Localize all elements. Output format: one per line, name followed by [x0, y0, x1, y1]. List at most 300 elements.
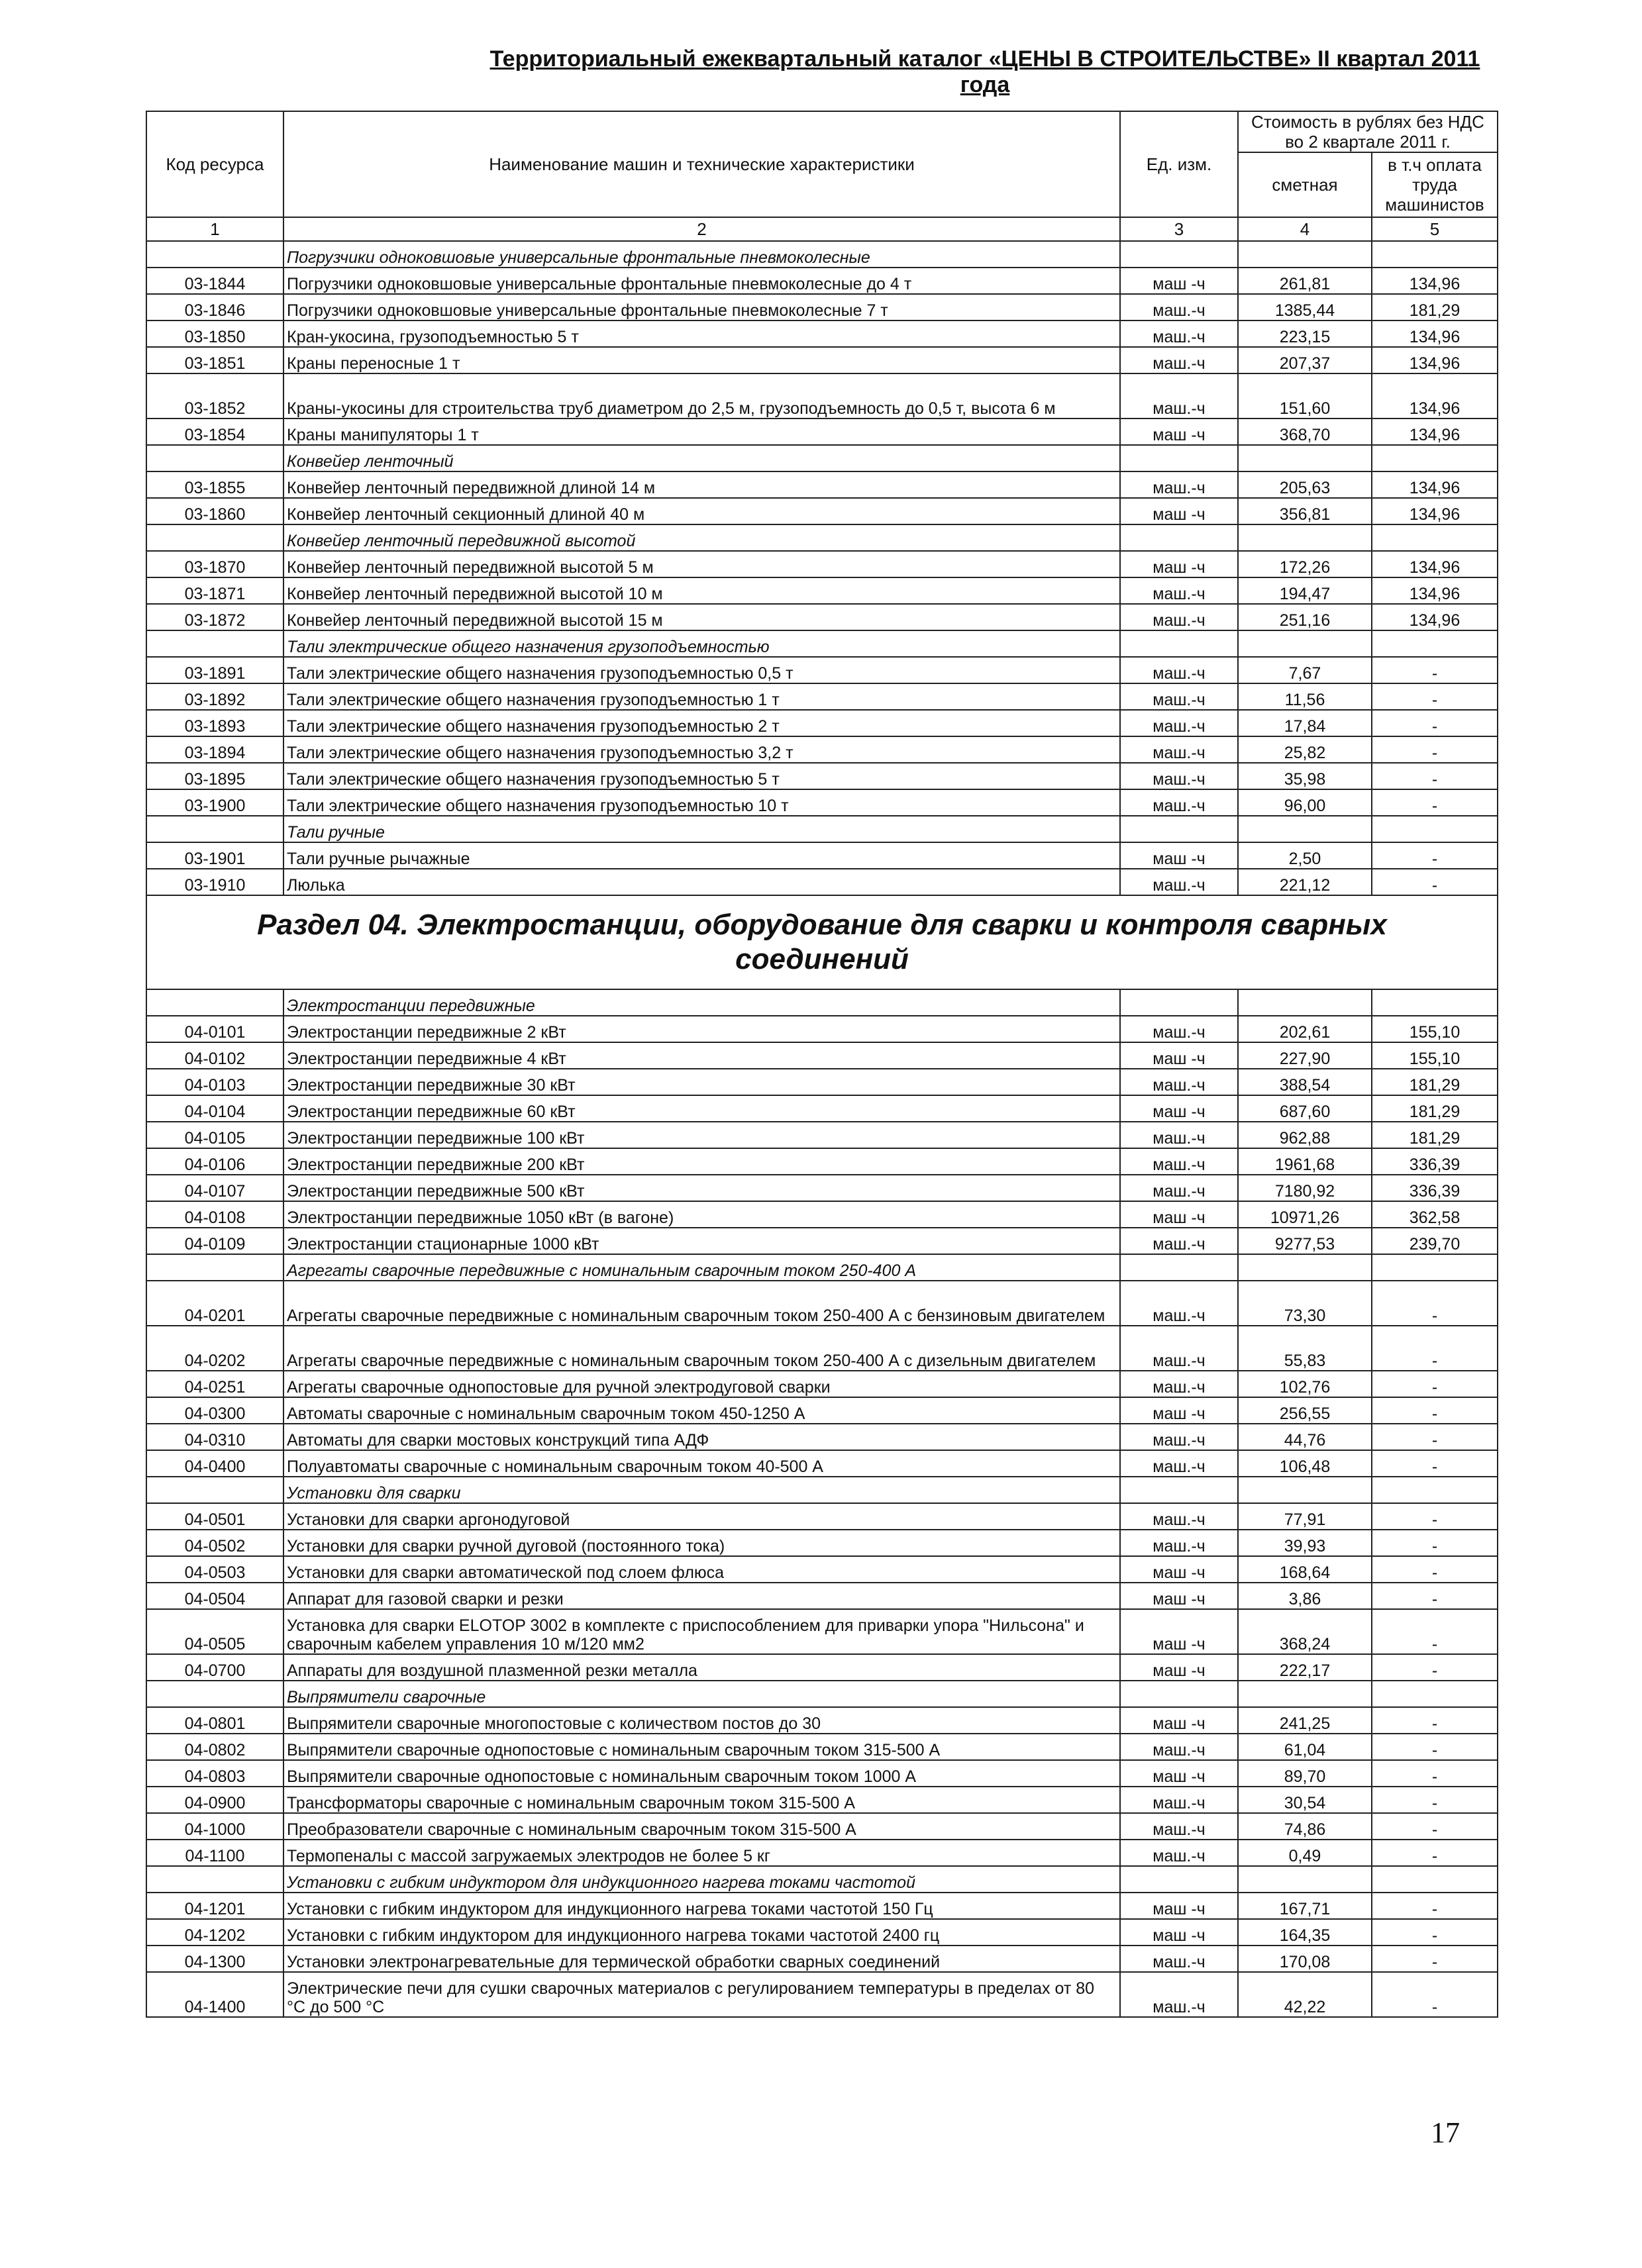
machine-name: Трансформаторы сварочные с номинальным сварочным током 315-500 А [283, 1787, 1120, 1813]
machine-name: Электростанции передвижные 100 кВт [283, 1122, 1120, 1148]
operator-wage: - [1372, 1556, 1498, 1583]
table-row [146, 373, 1498, 419]
estimated-cost: 241,25 [1238, 1707, 1372, 1734]
operator-wage: 134,96 [1372, 604, 1498, 630]
resource-code: 04-0106 [146, 1148, 283, 1175]
operator-wage: 181,29 [1372, 294, 1498, 320]
unit: маш.-ч [1120, 789, 1238, 816]
estimated-cost: 207,37 [1238, 347, 1372, 373]
estimated-cost: 151,60 [1238, 373, 1372, 419]
estimated-cost: 172,26 [1238, 551, 1372, 577]
estimated-cost [1238, 1254, 1372, 1281]
estimated-cost: 30,54 [1238, 1787, 1372, 1813]
table-row [146, 1530, 1498, 1556]
machine-name: Конвейер ленточный передвижной высотой 10 м [283, 577, 1120, 604]
machine-name: Тали ручные рычажные [283, 842, 1120, 869]
operator-wage: - [1372, 1281, 1498, 1326]
operator-wage: - [1372, 1734, 1498, 1760]
table-row [146, 1201, 1498, 1228]
resource-code [146, 816, 283, 842]
resource-code: 04-0700 [146, 1654, 283, 1681]
unit: маш.-ч [1120, 320, 1238, 347]
price-table [146, 111, 1498, 2018]
resource-code: 04-1000 [146, 1813, 283, 1840]
unit: маш -ч [1120, 1760, 1238, 1787]
resource-code: 03-1894 [146, 736, 283, 763]
table-row [146, 842, 1498, 869]
table-row [146, 1609, 1498, 1654]
resource-code: 03-1871 [146, 577, 283, 604]
estimated-cost: 962,88 [1238, 1122, 1372, 1148]
machine-name: Электростанции передвижные 500 кВт [283, 1175, 1120, 1201]
machine-name: Погрузчики одноковшовые универсальные фронтальные пневмоколесные до 4 т [283, 268, 1120, 294]
machine-name: Тали электрические общего назначения грузоподъемностью 3,2 т [283, 736, 1120, 763]
machine-name: Тали электрические общего назначения грузоподъемностью 0,5 т [283, 657, 1120, 683]
machine-name: Автоматы для сварки мостовых конструкций типа АДФ [283, 1424, 1120, 1450]
table-row [146, 471, 1498, 498]
operator-wage: - [1372, 789, 1498, 816]
unit: маш -ч [1120, 1042, 1238, 1069]
resource-code: 04-0300 [146, 1397, 283, 1424]
group-name: Электростанции передвижные [283, 989, 1120, 1016]
resource-code [146, 1681, 283, 1707]
machine-name: Конвейер ленточный передвижной высотой 15 м [283, 604, 1120, 630]
table-row [146, 1946, 1498, 1972]
group-name: Агрегаты сварочные передвижные с номинальным сварочным током 250-400 А [283, 1254, 1120, 1281]
table-row [146, 268, 1498, 294]
estimated-cost: 35,98 [1238, 763, 1372, 789]
resource-code: 03-1893 [146, 710, 283, 736]
unit [1120, 816, 1238, 842]
operator-wage [1372, 1254, 1498, 1281]
estimated-cost: 42,22 [1238, 1972, 1372, 2017]
table-row [146, 1893, 1498, 1919]
unit: маш.-ч [1120, 1972, 1238, 2017]
table-row [146, 710, 1498, 736]
table-row [146, 683, 1498, 710]
unit: маш.-ч [1120, 1813, 1238, 1840]
estimated-cost: 1385,44 [1238, 294, 1372, 320]
resource-code: 04-0801 [146, 1707, 283, 1734]
unit: маш.-ч [1120, 1734, 1238, 1760]
table-row [146, 1734, 1498, 1760]
machine-name: Установки с гибким индуктором для индукционного нагрева токами частотой 2400 гц [283, 1919, 1120, 1946]
resource-code: 04-0104 [146, 1095, 283, 1122]
resource-code: 04-0310 [146, 1424, 283, 1450]
unit: маш -ч [1120, 1095, 1238, 1122]
machine-name: Погрузчики одноковшовые универсальные фронтальные пневмоколесные 7 т [283, 294, 1120, 320]
machine-name: Установки электронагревательные для термической обработки сварных соединений [283, 1946, 1120, 1972]
operator-wage: 134,96 [1372, 347, 1498, 373]
unit: маш -ч [1120, 1919, 1238, 1946]
unit [1120, 630, 1238, 657]
estimated-cost: 205,63 [1238, 471, 1372, 498]
group-name: Тали электрические общего назначения грузоподъемностью [283, 630, 1120, 657]
operator-wage [1372, 524, 1498, 551]
unit: маш.-ч [1120, 577, 1238, 604]
machine-name: Электростанции передвижные 30 кВт [283, 1069, 1120, 1095]
estimated-cost: 368,24 [1238, 1609, 1372, 1654]
estimated-cost: 77,91 [1238, 1503, 1372, 1530]
unit: маш -ч [1120, 1609, 1238, 1654]
estimated-cost: 1961,68 [1238, 1148, 1372, 1175]
resource-code: 04-0201 [146, 1281, 283, 1326]
table-row [146, 1556, 1498, 1583]
resource-code: 04-1300 [146, 1946, 283, 1972]
table-row [146, 551, 1498, 577]
unit: маш -ч [1120, 1397, 1238, 1424]
estimated-cost: 96,00 [1238, 789, 1372, 816]
estimated-cost [1238, 1681, 1372, 1707]
header-cost: сметная [1238, 152, 1372, 217]
estimated-cost: 687,60 [1238, 1095, 1372, 1122]
table-row [146, 1326, 1498, 1371]
column-number: 5 [1372, 217, 1498, 241]
estimated-cost: 261,81 [1238, 268, 1372, 294]
resource-code [146, 1254, 283, 1281]
table-row [146, 1175, 1498, 1201]
resource-code: 04-0501 [146, 1503, 283, 1530]
estimated-cost: 61,04 [1238, 1734, 1372, 1760]
column-number-row [146, 217, 1498, 241]
unit: маш.-ч [1120, 657, 1238, 683]
estimated-cost [1238, 241, 1372, 268]
estimated-cost: 3,86 [1238, 1583, 1372, 1609]
unit: маш.-ч [1120, 710, 1238, 736]
operator-wage: - [1372, 1503, 1498, 1530]
unit: маш.-ч [1120, 1122, 1238, 1148]
operator-wage: 134,96 [1372, 320, 1498, 347]
unit: маш.-ч [1120, 1840, 1238, 1866]
operator-wage: - [1372, 736, 1498, 763]
machine-name: Агрегаты сварочные передвижные с номинальным сварочным током 250-400 А с бензиновым двигателем [283, 1281, 1120, 1326]
estimated-cost: 9277,53 [1238, 1228, 1372, 1254]
operator-wage [1372, 241, 1498, 268]
machine-name: Выпрямители сварочные однопостовые с номинальным сварочным током 1000 А [283, 1760, 1120, 1787]
header-unit: Ед. изм. [1120, 111, 1238, 217]
resource-code: 04-0108 [146, 1201, 283, 1228]
group-header-row [146, 816, 1498, 842]
operator-wage: 239,70 [1372, 1228, 1498, 1254]
unit: маш.-ч [1120, 1946, 1238, 1972]
operator-wage: 134,96 [1372, 551, 1498, 577]
resource-code: 04-0103 [146, 1069, 283, 1095]
table-header-row [146, 111, 1498, 152]
resource-code: 03-1901 [146, 842, 283, 869]
table-row [146, 1095, 1498, 1122]
machine-name: Электростанции передвижные 1050 кВт (в вагоне) [283, 1201, 1120, 1228]
table-row [146, 1787, 1498, 1813]
table-row [146, 294, 1498, 320]
column-number: 4 [1238, 217, 1372, 241]
estimated-cost [1238, 989, 1372, 1016]
unit: маш -ч [1120, 1556, 1238, 1583]
machine-name: Электростанции передвижные 2 кВт [283, 1016, 1120, 1042]
unit: маш.-ч [1120, 683, 1238, 710]
group-name: Выпрямители сварочные [283, 1681, 1120, 1707]
unit: маш.-ч [1120, 604, 1238, 630]
unit: маш -ч [1120, 1583, 1238, 1609]
table-row [146, 1813, 1498, 1840]
group-header-row [146, 1477, 1498, 1503]
resource-code: 03-1854 [146, 419, 283, 445]
group-name: Установки с гибким индуктором для индукционного нагрева токами частотой [283, 1866, 1120, 1893]
resource-code: 03-1910 [146, 869, 283, 895]
machine-name: Аппарат для газовой сварки и резки [283, 1583, 1120, 1609]
estimated-cost: 256,55 [1238, 1397, 1372, 1424]
machine-name: Электрические печи для сушки сварочных материалов с регулированием температуры в пределах от 80 °С до 500 °С [283, 1972, 1120, 2017]
group-header-row [146, 1866, 1498, 1893]
table-row [146, 1503, 1498, 1530]
operator-wage: 134,96 [1372, 577, 1498, 604]
resource-code: 04-1400 [146, 1972, 283, 2017]
operator-wage: 155,10 [1372, 1016, 1498, 1042]
group-name: Конвейер ленточный передвижной высотой [283, 524, 1120, 551]
table-row [146, 736, 1498, 763]
resource-code [146, 989, 283, 1016]
header-name: Наименование машин и технические характеристики [283, 111, 1120, 217]
group-name: Погрузчики одноковшовые универсальные фронтальные пневмоколесные [283, 241, 1120, 268]
group-header-row [146, 1681, 1498, 1707]
machine-name: Конвейер ленточный передвижной высотой 5 м [283, 551, 1120, 577]
resource-code: 04-0400 [146, 1450, 283, 1477]
operator-wage: - [1372, 1530, 1498, 1556]
estimated-cost: 221,12 [1238, 869, 1372, 895]
estimated-cost: 10971,26 [1238, 1201, 1372, 1228]
estimated-cost [1238, 630, 1372, 657]
machine-name: Термопеналы с массой загружаемых электродов не более 5 кг [283, 1840, 1120, 1866]
unit: маш.-ч [1120, 1016, 1238, 1042]
unit [1120, 1477, 1238, 1503]
machine-name: Краны манипуляторы 1 т [283, 419, 1120, 445]
unit: маш.-ч [1120, 471, 1238, 498]
resource-code: 03-1851 [146, 347, 283, 373]
machine-name: Тали электрические общего назначения грузоподъемностью 2 т [283, 710, 1120, 736]
resource-code: 04-0109 [146, 1228, 283, 1254]
estimated-cost: 0,49 [1238, 1840, 1372, 1866]
resource-code: 03-1846 [146, 294, 283, 320]
resource-code: 04-0105 [146, 1122, 283, 1148]
column-number: 3 [1120, 217, 1238, 241]
table-row [146, 1760, 1498, 1787]
unit: маш.-ч [1120, 1069, 1238, 1095]
resource-code: 03-1855 [146, 471, 283, 498]
resource-code: 03-1870 [146, 551, 283, 577]
table-row [146, 789, 1498, 816]
operator-wage: - [1372, 710, 1498, 736]
machine-name: Краны переносные 1 т [283, 347, 1120, 373]
machine-name: Выпрямители сварочные однопостовые с номинальным сварочным током 315-500 А [283, 1734, 1120, 1760]
resource-code: 03-1860 [146, 498, 283, 524]
header-code: Код ресурса [146, 111, 283, 217]
machine-name: Краны-укосины для строительства труб диаметром до 2,5 м, грузоподъемность до 0,5 т, высота 6 м [283, 373, 1120, 419]
operator-wage: - [1372, 1972, 1498, 2017]
operator-wage: - [1372, 842, 1498, 869]
estimated-cost [1238, 1477, 1372, 1503]
unit [1120, 524, 1238, 551]
resource-code: 03-1852 [146, 373, 283, 419]
table-row [146, 1228, 1498, 1254]
operator-wage: - [1372, 1840, 1498, 1866]
estimated-cost: 44,76 [1238, 1424, 1372, 1450]
table-row [146, 1069, 1498, 1095]
group-header-row [146, 630, 1498, 657]
table-row [146, 347, 1498, 373]
operator-wage [1372, 630, 1498, 657]
estimated-cost [1238, 445, 1372, 471]
machine-name: Установки для сварки ручной дуговой (постоянного тока) [283, 1530, 1120, 1556]
unit: маш.-ч [1120, 294, 1238, 320]
column-number: 2 [283, 217, 1120, 241]
resource-code [146, 241, 283, 268]
resource-code: 04-1201 [146, 1893, 283, 1919]
resource-code: 04-0107 [146, 1175, 283, 1201]
operator-wage: 181,29 [1372, 1069, 1498, 1095]
table-row [146, 604, 1498, 630]
unit: маш -ч [1120, 551, 1238, 577]
operator-wage: 134,96 [1372, 471, 1498, 498]
unit: маш.-ч [1120, 347, 1238, 373]
machine-name: Конвейер ленточный секционный длиной 40 м [283, 498, 1120, 524]
operator-wage [1372, 816, 1498, 842]
operator-wage: 181,29 [1372, 1122, 1498, 1148]
machine-name: Конвейер ленточный передвижной длиной 14 м [283, 471, 1120, 498]
operator-wage: - [1372, 1397, 1498, 1424]
unit [1120, 445, 1238, 471]
estimated-cost: 89,70 [1238, 1760, 1372, 1787]
table-row [146, 763, 1498, 789]
header-labor: в т.ч оплата труда машинистов [1372, 152, 1498, 217]
estimated-cost [1238, 524, 1372, 551]
estimated-cost: 168,64 [1238, 1556, 1372, 1583]
operator-wage [1372, 1866, 1498, 1893]
table-row [146, 1919, 1498, 1946]
operator-wage: - [1372, 1583, 1498, 1609]
column-number: 1 [146, 217, 283, 241]
page-header-title: Территориальный ежеквартальный каталог «ЦЕНЫ В СТРОИТЕЛЬСТВЕ» II квартал 2011 года [489, 46, 1480, 97]
unit: маш.-ч [1120, 763, 1238, 789]
estimated-cost: 251,16 [1238, 604, 1372, 630]
machine-name: Установки для сварки аргонодуговой [283, 1503, 1120, 1530]
estimated-cost: 164,35 [1238, 1919, 1372, 1946]
operator-wage: 336,39 [1372, 1175, 1498, 1201]
table-row [146, 1450, 1498, 1477]
resource-code: 04-0803 [146, 1760, 283, 1787]
unit: маш.-ч [1120, 1281, 1238, 1326]
unit [1120, 989, 1238, 1016]
machine-name: Агрегаты сварочные передвижные с номинальным сварочным током 250-400 А с дизельным двигателем [283, 1326, 1120, 1371]
operator-wage: - [1372, 1609, 1498, 1654]
resource-code [146, 630, 283, 657]
estimated-cost: 356,81 [1238, 498, 1372, 524]
unit: маш.-ч [1120, 1228, 1238, 1254]
group-header-row [146, 445, 1498, 471]
estimated-cost: 170,08 [1238, 1946, 1372, 1972]
resource-code: 04-1100 [146, 1840, 283, 1866]
group-header-row [146, 1254, 1498, 1281]
resource-code: 04-0202 [146, 1326, 283, 1371]
table-row [146, 869, 1498, 895]
resource-code: 04-0504 [146, 1583, 283, 1609]
resource-code: 04-0503 [146, 1556, 283, 1583]
table-row [146, 1148, 1498, 1175]
unit: маш -ч [1120, 268, 1238, 294]
machine-name: Электростанции передвижные 4 кВт [283, 1042, 1120, 1069]
estimated-cost: 39,93 [1238, 1530, 1372, 1556]
estimated-cost: 194,47 [1238, 577, 1372, 604]
table-row [146, 1583, 1498, 1609]
unit [1120, 1866, 1238, 1893]
operator-wage: 134,96 [1372, 498, 1498, 524]
unit: маш -ч [1120, 419, 1238, 445]
operator-wage: 134,96 [1372, 268, 1498, 294]
resource-code [146, 1477, 283, 1503]
operator-wage: - [1372, 1813, 1498, 1840]
resource-code [146, 524, 283, 551]
resource-code: 04-0102 [146, 1042, 283, 1069]
operator-wage: - [1372, 763, 1498, 789]
estimated-cost [1238, 816, 1372, 842]
machine-name: Установки для сварки автоматической под слоем флюса [283, 1556, 1120, 1583]
unit: маш.-ч [1120, 1450, 1238, 1477]
operator-wage: 155,10 [1372, 1042, 1498, 1069]
unit: маш -ч [1120, 1201, 1238, 1228]
resource-code: 03-1850 [146, 320, 283, 347]
resource-code: 04-0802 [146, 1734, 283, 1760]
header-cost-group: Стоимость в рублях без НДС во 2 квартале 2011 г. [1238, 111, 1498, 152]
estimated-cost: 223,15 [1238, 320, 1372, 347]
estimated-cost: 102,76 [1238, 1371, 1372, 1397]
resource-code: 04-0900 [146, 1787, 283, 1813]
unit: маш.-ч [1120, 1148, 1238, 1175]
unit: маш.-ч [1120, 1530, 1238, 1556]
table-row [146, 1042, 1498, 1069]
operator-wage: - [1372, 657, 1498, 683]
operator-wage [1372, 989, 1498, 1016]
estimated-cost: 7180,92 [1238, 1175, 1372, 1201]
operator-wage: - [1372, 1654, 1498, 1681]
unit: маш.-ч [1120, 1424, 1238, 1450]
unit: маш.-ч [1120, 1175, 1238, 1201]
estimated-cost: 7,67 [1238, 657, 1372, 683]
table-row [146, 1016, 1498, 1042]
estimated-cost: 106,48 [1238, 1450, 1372, 1477]
section-title: Раздел 04. Электростанции, оборудование для сварки и контроля сварных соединений [146, 895, 1498, 989]
table-row [146, 1972, 1498, 2017]
table-row [146, 498, 1498, 524]
estimated-cost: 55,83 [1238, 1326, 1372, 1371]
estimated-cost: 222,17 [1238, 1654, 1372, 1681]
machine-name: Электростанции передвижные 200 кВт [283, 1148, 1120, 1175]
operator-wage: 134,96 [1372, 419, 1498, 445]
table-row [146, 1707, 1498, 1734]
table-row [146, 577, 1498, 604]
unit: маш.-ч [1120, 736, 1238, 763]
resource-code [146, 445, 283, 471]
estimated-cost [1238, 1866, 1372, 1893]
operator-wage: - [1372, 1326, 1498, 1371]
operator-wage [1372, 1477, 1498, 1503]
estimated-cost: 368,70 [1238, 419, 1372, 445]
resource-code: 03-1892 [146, 683, 283, 710]
operator-wage: 181,29 [1372, 1095, 1498, 1122]
group-name: Тали ручные [283, 816, 1120, 842]
unit: маш -ч [1120, 498, 1238, 524]
estimated-cost: 25,82 [1238, 736, 1372, 763]
unit: маш.-ч [1120, 1503, 1238, 1530]
table-row [146, 419, 1498, 445]
operator-wage: - [1372, 683, 1498, 710]
